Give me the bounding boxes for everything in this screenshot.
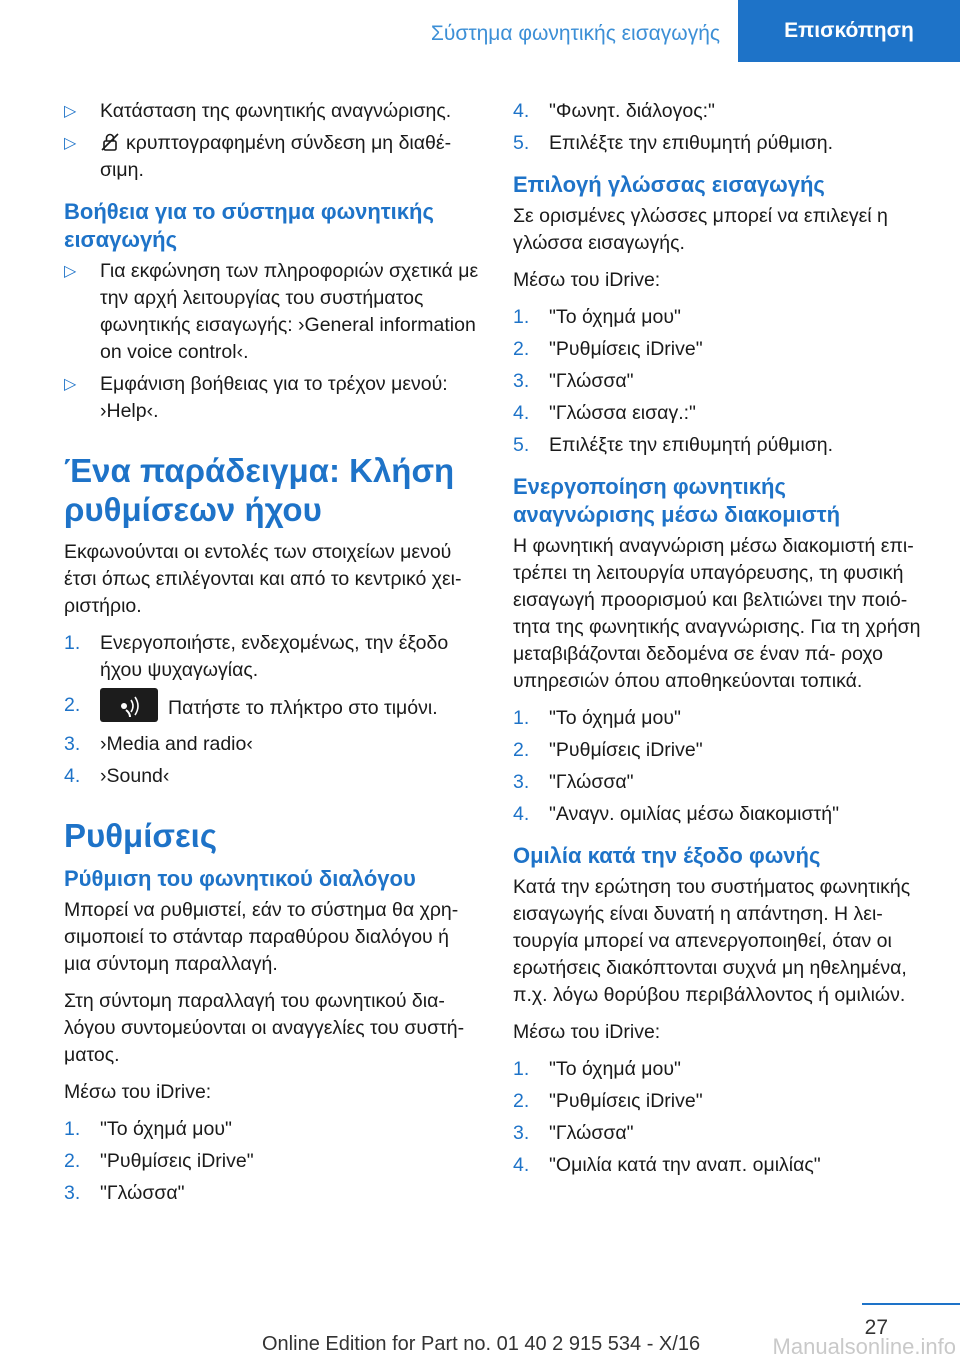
output-paragraph: Κατά την ερώτηση του συστήματος φωνητικής εισαγωγής είναι δυνατή η απάντηση. Η λει‐ τουργία μπορεί να απενεργοποιηθεί, όταν οι ερωτήσεις διακόπτονται συχνά μη ηθελημένα, π.χ. λόγω θορύβου περιβάλλοντος ή ομιλιών. bbox=[513, 876, 911, 1006]
chapter-title: Σύστημα φωνητικής εισαγωγής bbox=[430, 22, 720, 45]
section-tab-label: Επισκόπηση bbox=[784, 19, 914, 42]
output-steps bbox=[513, 1056, 933, 1179]
page-header bbox=[0, 0, 960, 62]
dialog-steps bbox=[64, 1116, 480, 1207]
crossed-lock-icon bbox=[100, 132, 120, 152]
server-steps bbox=[513, 705, 933, 828]
section-tab[interactable] bbox=[738, 0, 960, 62]
list-item: ▷ Εμφάνιση βοήθειας για το τρέχον μενού: ›Help‹. bbox=[64, 371, 480, 425]
lang-steps bbox=[513, 304, 933, 459]
list-item: ▷ Για εκφώνηση των πληροφοριών σχετικά με την αρχή λειτουργίας του συστήματος φωνητικής εισαγωγής: ›General information on voice control‹. bbox=[64, 258, 480, 366]
list-item: 3. "Γλώσσα" bbox=[513, 1122, 634, 1144]
server-heading: Ενεργοποίηση φωνητικής αναγνώρισης μέσω διακομιστή bbox=[513, 474, 841, 527]
list-item: 2. "Ρυθμίσεις iDrive" bbox=[513, 1090, 703, 1112]
help-bullets bbox=[64, 258, 480, 425]
lang-paragraph: Σε ορισμένες γλώσσες μπορεί να επιλεγεί η γλώσσα εισαγωγής. bbox=[513, 205, 888, 254]
list-item: 1. "Το όχημά μου" bbox=[513, 306, 681, 328]
list-item: 1. "Το όχημά μου" bbox=[513, 707, 681, 729]
list-item: 2. "Ρυθμίσεις iDrive" bbox=[64, 1150, 254, 1172]
list-item: ▷ κρυπτογραφημένη σύνδεση μη διαθέ‐ σιμη. bbox=[64, 130, 480, 184]
list-item: 4. "Φωνητ. διάλογος:" bbox=[513, 100, 715, 122]
dialog-paragraph-1: Μπορεί να ρυθμιστεί, εάν το σύστημα θα χρη‐ σιμοποιεί το στάνταρ παραθύρου διαλόγου ή μια σύντομη παραλλαγή. bbox=[64, 899, 459, 975]
example-steps bbox=[64, 630, 480, 790]
watermark: Manualsonline.info bbox=[772, 1334, 956, 1359]
help-heading: Βοήθεια για το σύστημα φωνητικής εισαγωγής bbox=[64, 199, 434, 252]
list-item: 5. Επιλέξτε την επιθυμητή ρύθμιση. bbox=[513, 132, 833, 154]
list-item: 3. "Γλώσσα" bbox=[513, 370, 634, 392]
list-item: 1. "Το όχημά μου" bbox=[64, 1118, 232, 1140]
list-item: 5. Επιλέξτε την επιθυμητή ρύθμιση. bbox=[513, 434, 833, 456]
list-item: 2. "Ρυθμίσεις iDrive" bbox=[513, 739, 703, 761]
list-item: 1. Ενεργοποιήστε, ενδεχομένως, την έξοδο ήχου ψυχαγωγίας. bbox=[64, 632, 449, 681]
list-item: 4. ›Sound‹ bbox=[64, 765, 170, 787]
list-item: 4. "Αναγν. ομιλίας μέσω διακομιστή" bbox=[513, 803, 840, 825]
list-item: 3. "Γλώσσα" bbox=[513, 771, 634, 793]
dialog-paragraph-2: Στη σύντομη παραλλαγή του φωνητικού δια‐ λόγου συντομεύονται οι αναγγελίες του συστή‐ ματος. bbox=[64, 990, 465, 1066]
lang-heading: Επιλογή γλώσσας εισαγωγής bbox=[513, 172, 825, 197]
right-column bbox=[513, 98, 933, 1193]
list-item: 4. "Γλώσσα εισαγ.:" bbox=[513, 402, 696, 424]
list-item: 1. "Το όχημά μου" bbox=[513, 1058, 681, 1080]
voice-button-icon bbox=[100, 688, 158, 722]
dialog-steps-continued bbox=[513, 98, 933, 157]
list-item: 2. "Ρυθμίσεις iDrive" bbox=[513, 338, 703, 360]
example-intro: Εκφωνούνται οι εντολές των στοιχείων μενού έτσι όπως επιλέγονται και από το κεντρικό χει‐ ριστήριο. bbox=[64, 541, 462, 617]
server-paragraph: Η φωνητική αναγνώριση μέσω διακομιστή επι‐ τρέπει τη λειτουργία υπαγόρευσης, τη φυσική εισαγωγή προορισμού και βελτιώνει την ποιό‐ τητα της φωνητικής αναγνώρισης. Για τη χρήση μεταβιβάζονται δεδομένα σε έναν πά‐ ροχο υπηρεσιών όπου αποθηκεύονται τοπικά. bbox=[513, 535, 921, 692]
footer-rule bbox=[862, 1303, 960, 1305]
example-heading: Ένα παράδειγμα: Κλήση ρυθμίσεων ήχου bbox=[64, 452, 455, 528]
edition-text: Online Edition for Part no. 01 40 2 915 534 - X/16 bbox=[262, 1333, 701, 1355]
list-item: 4. "Ομιλία κατά την αναπ. ομιλίας" bbox=[513, 1154, 821, 1176]
dialog-via: Μέσω του iDrive: bbox=[64, 1081, 212, 1103]
status-bullets bbox=[64, 98, 480, 184]
left-column bbox=[64, 98, 480, 1221]
page-number: 27 bbox=[864, 1316, 888, 1339]
list-item: 2. Πατήστε το πλήκτρο στο τιμόνι. bbox=[64, 692, 480, 726]
dialog-heading: Ρύθμιση του φωνητικού διαλόγου bbox=[64, 866, 416, 891]
list-item: ▷ Κατάσταση της φωνητικής αναγνώρισης. bbox=[64, 98, 480, 125]
output-heading: Ομιλία κατά την έξοδο φωνής bbox=[513, 843, 821, 868]
lang-via: Μέσω του iDrive: bbox=[513, 269, 661, 291]
output-via: Μέσω του iDrive: bbox=[513, 1021, 661, 1043]
list-item: 3. "Γλώσσα" bbox=[64, 1182, 185, 1204]
list-item: 3. ›Media and radio‹ bbox=[64, 733, 253, 755]
settings-heading: Ρυθμίσεις bbox=[64, 817, 217, 854]
